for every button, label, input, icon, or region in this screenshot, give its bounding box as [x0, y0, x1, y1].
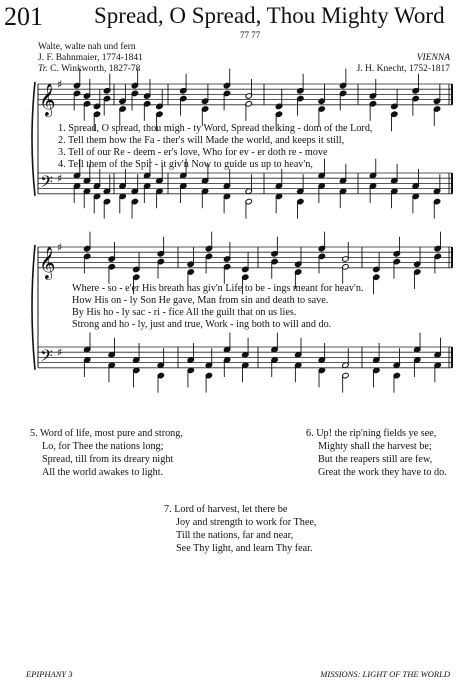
system-brace	[32, 82, 35, 196]
stanza-7	[164, 503, 316, 555]
stanza-5	[30, 427, 183, 479]
stanza-line: 5. Word of life, most pure and strong,	[30, 428, 183, 439]
stanza-line: 6. Up! the rip'ning fields ye see,	[306, 428, 437, 439]
stanza-6	[306, 427, 447, 479]
system-brace	[32, 245, 35, 370]
stanza-line: Joy and strength to work for Thee,	[176, 517, 317, 528]
bass-clef: 𝄢	[40, 345, 53, 370]
original-title: Walte, walte nah und fern	[38, 42, 136, 52]
lyric-line: 4. Tell them of the Spir - it giv'n Now to guide us up to heav'n,	[58, 159, 313, 170]
stanza-line: But the reapers still are few,	[318, 454, 433, 465]
lyric-line: 1. Spread, O spread, thou migh - ty Word, Spread the king - dom of the Lord,	[58, 123, 373, 134]
sharp-symbol: ♯	[57, 346, 63, 359]
bass-clef: 𝄢	[40, 171, 53, 196]
translator-prefix: Tr.	[38, 64, 48, 74]
lyric-line: Strong and ho - ly, just and true, Work - ing both to will and do.	[72, 319, 332, 330]
hymn-number: 201	[4, 2, 43, 31]
lyric-line: By His ho - ly sac - ri - fice All the guilt that on us lies.	[72, 307, 297, 318]
composer-credit: J. H. Knecht, 1752-1817	[356, 64, 450, 74]
footer-season: EPIPHANY 3	[26, 669, 73, 679]
author-credit: J. F. Bahnmaier, 1774-1841	[38, 53, 143, 63]
sharp-symbol: ♯	[57, 78, 63, 91]
stanza-line: See Thy light, and learn Thy fear.	[176, 543, 313, 554]
lyric-line: 2. Tell them how the Fa - ther's will Made the world, and keeps it still,	[58, 135, 345, 146]
treble-clef: 𝄞	[39, 245, 56, 279]
meter: 77 77	[240, 30, 261, 40]
stanza-line: 7. Lord of harvest, let there be	[164, 504, 288, 515]
sharp-symbol: ♯	[57, 241, 63, 254]
treble-clef: 𝄞	[39, 82, 56, 116]
stanza-line: All the world awakes to light.	[42, 467, 164, 478]
hymn-title: Spread, O Spread, Thou Mighty Word	[94, 3, 445, 28]
lyric-line: Where - so - e'er His breath has giv'n Life to be - ings meant for heav'n.	[72, 283, 364, 294]
lyric-line: How His on - ly Son He gave, Man from sin and death to save.	[72, 295, 329, 306]
tune-name: VIENNA	[416, 53, 450, 63]
stanza-line: Till the nations, far and near,	[176, 530, 294, 541]
stanza-line: Great the work they have to do.	[318, 467, 447, 478]
stanza-line: Mighty shall the harvest be;	[318, 441, 432, 452]
footer-topic: MISSIONS: LIGHT OF THE WORLD	[320, 669, 450, 679]
translator-name: C. Winkworth, 1827-78	[50, 64, 141, 74]
stanza-line: Spread, till from its dreary night	[42, 454, 174, 465]
stanza-line: Lo, for Thee the nations long;	[42, 441, 164, 452]
lyric-line: 3. Tell of our Re - deem - er's love, Who for ev - er doth re - move	[58, 147, 328, 158]
sharp-symbol: ♯	[57, 172, 63, 185]
